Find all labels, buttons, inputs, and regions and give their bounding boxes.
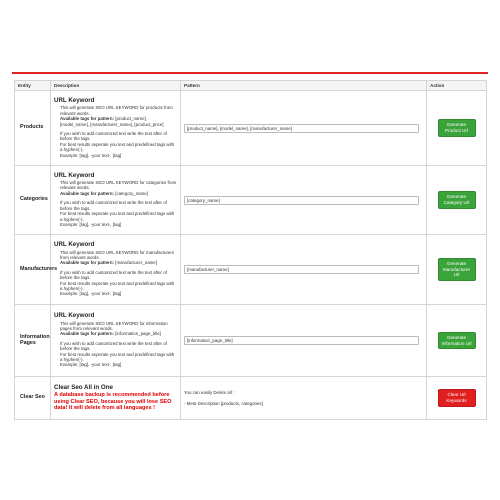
table-row-manufacturers	[15, 235, 487, 305]
entity-label: Information Pages	[15, 305, 51, 377]
tags-list: [information_page_title]	[115, 331, 161, 337]
table-row-categories	[15, 166, 487, 235]
column-header-action: Action	[427, 81, 487, 91]
table-header-row	[15, 81, 487, 91]
description-title: URL Keyword	[54, 96, 95, 104]
example-text: Example: [tag], -your text-, [tag]	[60, 152, 122, 158]
description-text: This will generate SEO URL KEYWORD for information pages from relevant words.	[60, 320, 168, 331]
clear-url-keywords-button[interactable]: Clear Url Keywords	[438, 389, 476, 406]
tags-list: [product_name], [model_name], [manufacturer_name], [product_price]	[60, 116, 164, 127]
description-cell	[51, 166, 181, 235]
hint-text: For best results seperate you text and predefined tags with a hyphen(-).	[60, 141, 175, 153]
tags-label: Available tags for pattern:	[60, 331, 114, 337]
seo-table	[14, 80, 487, 420]
backup-warning: A database backup is recommended before using Clear SEO, because you will lose SEO data! It will delete from all languages !	[54, 392, 172, 411]
description-text: This will generate SEO URL KEYWORD for categories from relevant words.	[60, 180, 177, 191]
delete-item-text: - Meta Description [products, categories]	[184, 401, 263, 406]
action-cell	[427, 305, 487, 377]
generate-product-url-button[interactable]: Generate Product Url	[438, 119, 476, 136]
example-text: Example: [tag], -your text-, [tag]	[60, 291, 122, 297]
tags-label: Available tags for pattern:	[60, 260, 114, 266]
description-title: URL Keyword	[54, 171, 95, 179]
pattern-cell	[181, 235, 427, 305]
description-title: URL Keyword	[54, 241, 95, 249]
information-pattern-input[interactable]	[184, 336, 419, 345]
description-cell	[51, 305, 181, 377]
hint-text: For best results seperate you text and predefined tags with a hyphen(-).	[60, 211, 175, 222]
table-row-products	[15, 91, 487, 166]
description-title: Clear Seo All in One	[54, 383, 113, 391]
column-header-description: Description	[51, 81, 181, 91]
pattern-cell	[181, 91, 427, 166]
description-cell	[51, 91, 181, 166]
tags-list: [manufacturer_name]	[115, 260, 157, 266]
pattern-cell	[181, 305, 427, 377]
column-header-entity: Entity	[15, 81, 51, 91]
example-text: Example: [tag], -your text-, [tag]	[60, 362, 122, 368]
action-cell	[427, 377, 487, 420]
entity-label: Categories	[15, 166, 51, 235]
entity-label: Clear Seo	[15, 377, 51, 420]
hint-text: For best results seperate you text and predefined tags with a hyphen(-).	[60, 351, 175, 363]
category-pattern-input[interactable]	[184, 196, 419, 205]
product-pattern-input[interactable]	[184, 124, 419, 133]
generate-information-url-button[interactable]: Generate Information Url	[438, 332, 476, 349]
tags-label: Available tags for pattern:	[60, 116, 114, 122]
tags-label: Available tags for pattern:	[60, 190, 114, 196]
pattern-cell	[181, 377, 427, 420]
description-title: URL Keyword	[54, 312, 95, 320]
description-cell	[51, 235, 181, 305]
description-text: This will generate SEO URL KEYWORD for products from relevant words.	[60, 105, 173, 116]
entity-label: Products	[15, 91, 51, 166]
hint-text: If you wish to add customized text write the text after of before the tags.	[60, 340, 167, 352]
hint-text: If you wish to add customized text write the text after of before the tags.	[60, 200, 167, 211]
generate-category-url-button[interactable]: Generate Category Url	[438, 191, 476, 208]
pattern-cell	[181, 166, 427, 235]
hint-text: If you wish to add customized text write the text after of before the tags.	[60, 131, 167, 142]
table-row-information-pages	[15, 305, 487, 377]
action-cell	[427, 91, 487, 166]
example-text: Example: [tag], -your text-, [tag]	[60, 221, 122, 227]
entity-label: Manufacturers	[15, 235, 51, 305]
generate-manufacturer-url-button[interactable]: Generate Manufacturer Url	[438, 258, 476, 281]
action-cell	[427, 235, 487, 305]
table-row-clear-seo	[15, 377, 487, 420]
tags-list: [category_name]	[115, 190, 148, 196]
description-cell	[51, 377, 181, 420]
hint-text: For best results seperate you text and predefined tags with a hyphen(-).	[60, 280, 175, 292]
delete-info-text: You can easily Delete all :	[184, 389, 235, 395]
column-header-pattern: Pattern	[181, 81, 427, 91]
description-text: This will generate SEO URL KEYWORD for manufacturers from relevant words.	[60, 249, 175, 260]
manufacturer-pattern-input[interactable]	[184, 265, 419, 274]
seo-panel	[12, 72, 488, 425]
action-cell	[427, 166, 487, 235]
hint-text: If you wish to add customized text write the text after of before the tags.	[60, 269, 167, 281]
